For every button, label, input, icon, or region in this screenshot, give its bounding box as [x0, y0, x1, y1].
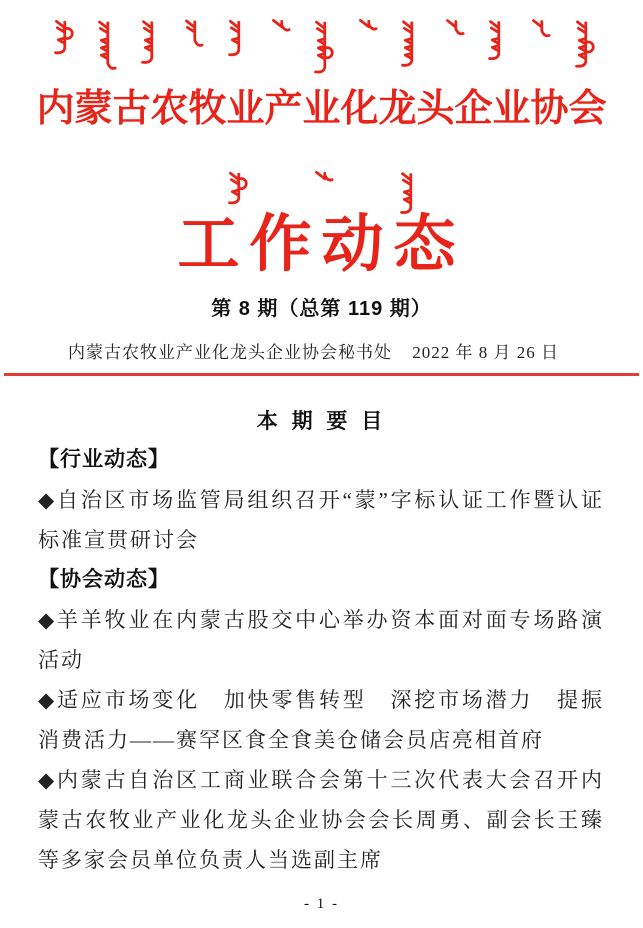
toc-item: ◆内蒙古自治区工商业联合会第十三次代表大会召开内蒙古农牧业产业化龙头企业协会会长周勇、副会长王臻等多家会员单位负责人当选副主席	[38, 768, 604, 872]
mongolian-word-glyph	[93, 16, 117, 74]
mongolian-word-glyph	[224, 168, 248, 208]
mongolian-word-glyph	[224, 16, 248, 60]
mongolian-word-glyph	[50, 16, 74, 58]
mongolian-word-glyph	[527, 16, 551, 40]
publisher-name: 内蒙古农牧业产业化龙头企业协会秘书处	[68, 343, 392, 362]
mongolian-word-glyph	[180, 16, 204, 50]
mongolian-word-glyph	[354, 16, 378, 33]
org-title: 内蒙古农牧业产业化龙头企业协会	[36, 88, 607, 130]
section-label-industry: 【行业动态】	[38, 448, 170, 471]
toc-heading: 本 期 要 目	[256, 410, 387, 433]
mongolian-script-banner-top	[50, 16, 595, 84]
issue-number: 第 8 期（总第 119 期）	[211, 298, 432, 320]
toc-body	[38, 440, 604, 880]
publisher-row	[68, 338, 559, 363]
mongolian-word-glyph	[267, 16, 291, 34]
toc-item: ◆羊羊牧业在内蒙古股交中心举办资本面对面专场路演活动	[38, 608, 604, 672]
mongolian-word-glyph	[397, 16, 421, 71]
page-number: - 1 -	[304, 896, 339, 912]
mongolian-word-glyph	[137, 16, 161, 68]
mongolian-word-glyph	[484, 16, 508, 64]
mongolian-word-glyph	[310, 16, 334, 78]
publish-date: 2022 年 8 月 26 日	[412, 343, 559, 362]
toc-item: ◆自治区市场监管局组织召开“蒙”字标认证工作暨认证标准宣贯研讨会	[38, 488, 604, 552]
mongolian-word-glyph	[441, 16, 465, 38]
mongolian-word-glyph	[310, 168, 334, 184]
bulletin-title: 工作动态	[177, 211, 466, 279]
mongolian-word-glyph	[571, 16, 595, 72]
red-divider-rule	[4, 373, 639, 376]
toc-item: ◆适应市场变化 加快零售转型 深挖市场潜力 提振消费活力——赛罕区食全食美仓储会员店亮相首府	[38, 688, 604, 752]
section-label-association: 【协会动态】	[38, 568, 170, 591]
